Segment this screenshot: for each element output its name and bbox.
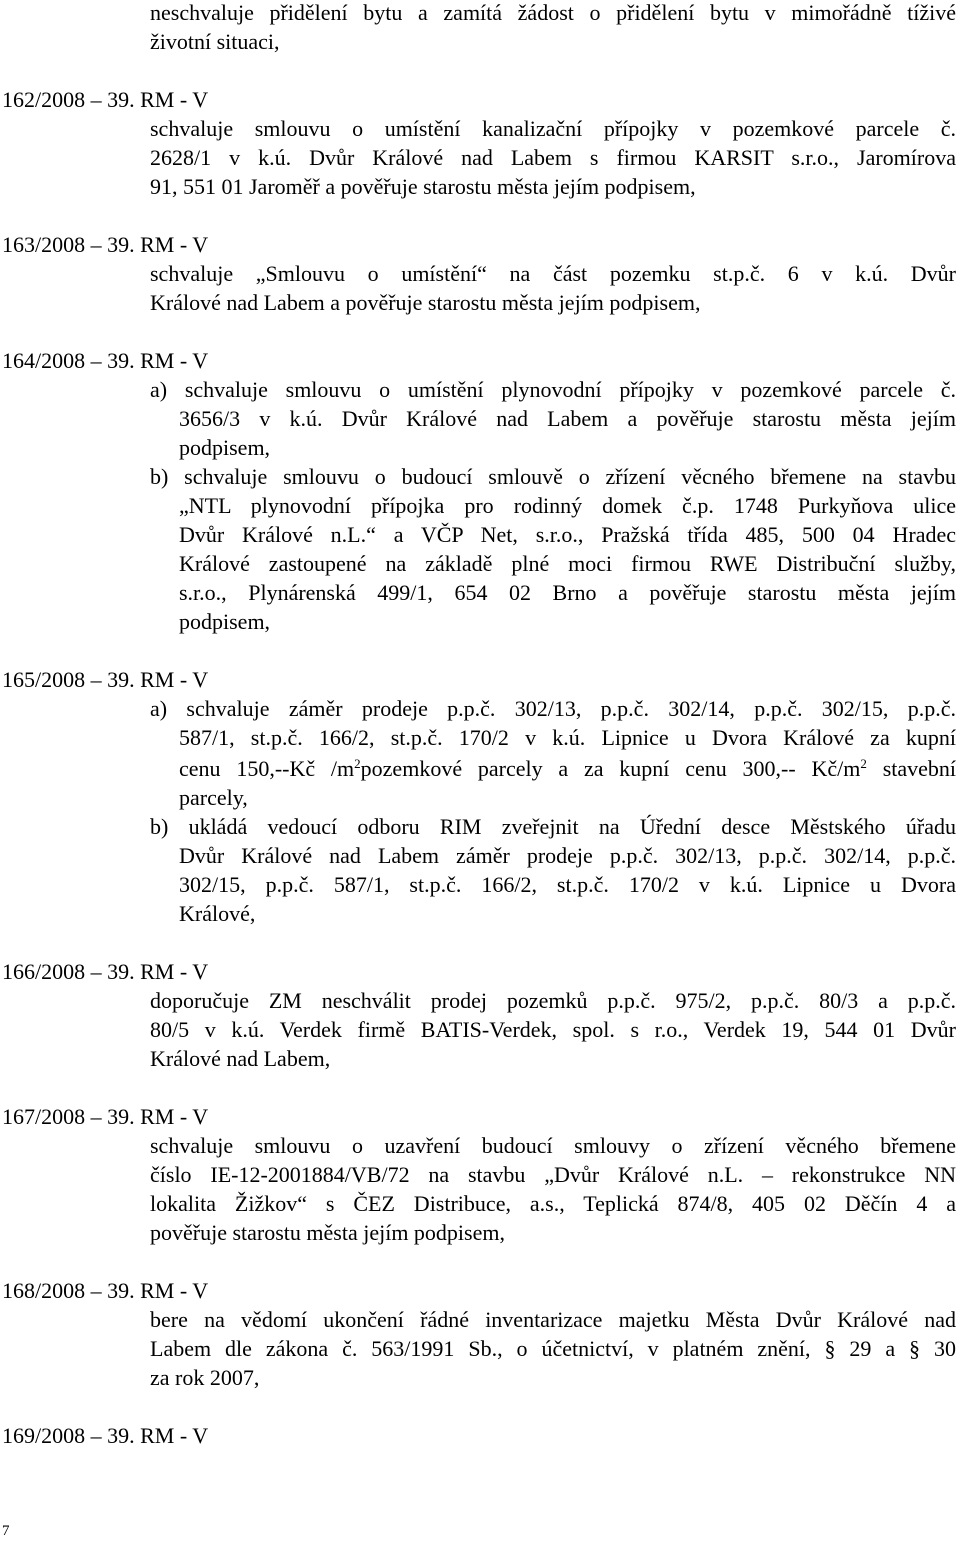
text-run: cenu 150,--Kč /m [179, 756, 355, 781]
resolution-text: lokalita Žižkov“ s ČEZ Distribuce, a.s., Teplická 874/8, 405 02 Děčín 4 a [150, 1191, 956, 1216]
resolution-text: neschvaluje přidělení bytu a zamítá žádost o přidělení bytu v mimořádně tíživé [150, 0, 956, 25]
resolution-heading: 162/2008 – 39. RM - V [2, 87, 209, 112]
resolution-text: 91, 551 01 Jaroměř a pověřuje starostu města jejím podpisem, [150, 174, 696, 199]
resolution-text: životní situaci, [150, 29, 280, 54]
resolution-heading: 163/2008 – 39. RM - V [2, 232, 209, 257]
resolution-heading: 166/2008 – 39. RM - V [2, 959, 209, 984]
resolution-text: 302/15, p.p.č. 587/1, st.p.č. 166/2, st.p.č. 170/2 v k.ú. Lipnice u Dvora [179, 872, 956, 897]
resolution-heading: 168/2008 – 39. RM - V [2, 1278, 209, 1303]
resolution-text: a) schvaluje smlouvu o umístění plynovodní přípojky v pozemkové parcele č. [150, 377, 956, 402]
resolution-text: Králové nad Labem a pověřuje starostu města jejím podpisem, [150, 290, 701, 315]
resolution-text: doporučuje ZM neschválit prodej pozemků p.p.č. 975/2, p.p.č. 80/3 a p.p.č. [150, 988, 956, 1013]
resolution-text: schvaluje smlouvu o uzavření budoucí smlouvy o zřízení věcného břemene [150, 1133, 956, 1158]
resolution-text: 3656/3 v k.ú. Dvůr Králové nad Labem a pověřuje starostu města jejím [179, 406, 956, 431]
resolution-text: pověřuje starostu města jejím podpisem, [150, 1220, 505, 1245]
resolution-heading: 164/2008 – 39. RM - V [2, 348, 209, 373]
resolution-heading: 169/2008 – 39. RM - V [2, 1423, 209, 1448]
resolution-text [179, 756, 956, 782]
resolution-heading: 165/2008 – 39. RM - V [2, 667, 209, 692]
resolution-text: schvaluje smlouvu o umístění kanalizační přípojky v pozemkové parcele č. [150, 116, 956, 141]
resolution-text: Dvůr Králové n.L.“ a VČP Net, s.r.o., Pražská třída 485, 500 04 Hradec [179, 522, 956, 547]
resolution-text: Králové zastoupené na základě plné moci firmou RWE Distribuční služby, [179, 551, 956, 576]
resolution-text: podpisem, [179, 435, 271, 460]
superscript: 2 [860, 756, 867, 771]
superscript: 2 [354, 756, 361, 771]
resolution-text: Labem dle zákona č. 563/1991 Sb., o účetnictví, v platném znění, § 29 a § 30 [150, 1336, 956, 1361]
resolution-text: parcely, [179, 785, 248, 810]
resolution-text: Králové nad Labem, [150, 1046, 331, 1071]
resolution-text: b) schvaluje smlouvu o budoucí smlouvě o zřízení věcného břemene na stavbu [150, 464, 956, 489]
resolution-text: 80/5 v k.ú. Verdek firmě BATIS-Verdek, spol. s r.o., Verdek 19, 544 01 Dvůr [150, 1017, 956, 1042]
resolution-text: a) schvaluje záměr prodeje p.p.č. 302/13, p.p.č. 302/14, p.p.č. 302/15, p.p.č. [150, 696, 956, 721]
resolution-text: 2628/1 v k.ú. Dvůr Králové nad Labem s firmou KARSIT s.r.o., Jaromírova [150, 145, 956, 170]
text-run: stavební [866, 756, 957, 781]
resolution-text: s.r.o., Plynárenská 499/1, 654 02 Brno a pověřuje starostu města jejím [179, 580, 956, 605]
resolution-text: bere na vědomí ukončení řádné inventarizace majetku Města Dvůr Králové nad [150, 1307, 956, 1332]
resolution-text: schvaluje „Smlouvu o umístění“ na část pozemku st.p.č. 6 v k.ú. Dvůr [150, 261, 956, 286]
resolution-heading: 167/2008 – 39. RM - V [2, 1104, 209, 1129]
resolution-text: číslo IE-12-2001884/VB/72 na stavbu „Dvůr Králové n.L. – rekonstrukce NN [150, 1162, 956, 1187]
resolution-text: b) ukládá vedoucí odboru RIM zveřejnit na Úřední desce Městského úřadu [150, 814, 956, 839]
page-number: 7 [2, 1523, 10, 1539]
resolution-text: za rok 2007, [150, 1365, 260, 1390]
resolution-text: „NTL plynovodní přípojka pro rodinný domek č.p. 1748 Purkyňova ulice [179, 493, 956, 518]
resolution-text: Dvůr Králové nad Labem záměr prodeje p.p.č. 302/13, p.p.č. 302/14, p.p.č. [179, 843, 956, 868]
resolution-text: 587/1, st.p.č. 166/2, st.p.č. 170/2 v k.ú. Lipnice u Dvora Králové za kupní [179, 725, 956, 750]
resolution-text: Králové, [179, 901, 256, 926]
text-run: pozemkové parcely a za kupní cenu 300,-- Kč/m [360, 756, 861, 781]
resolution-text: podpisem, [179, 609, 271, 634]
